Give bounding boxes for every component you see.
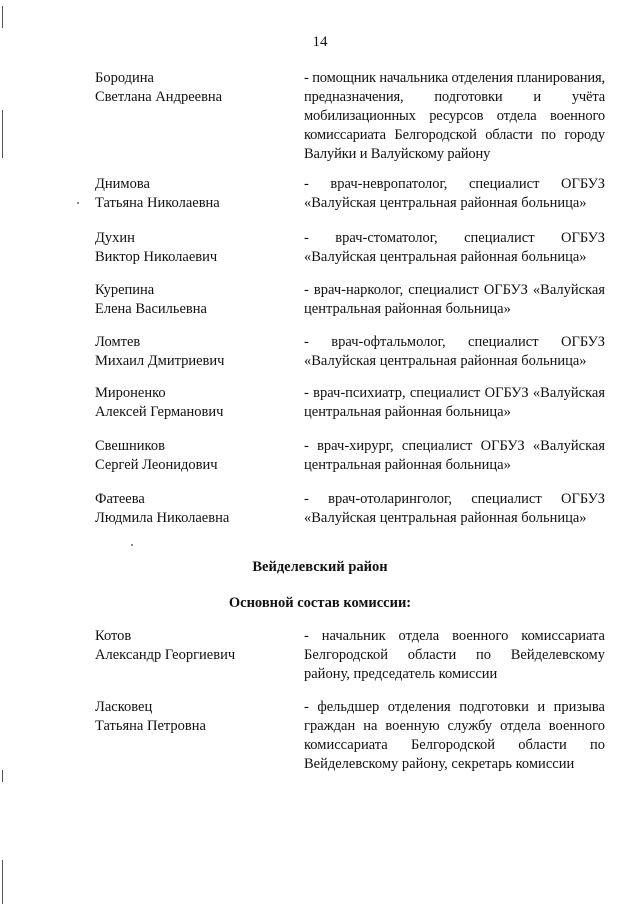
member-name (95, 490, 295, 528)
member-name (95, 333, 295, 371)
member-given-names: Алексей Германович (95, 404, 224, 420)
district-heading: Вейделевский район (252, 559, 388, 575)
member-given-names: Михаил Дмитриевич (95, 353, 225, 369)
member-name (95, 437, 295, 475)
member-given-names: Татьяна Петровна (95, 718, 206, 734)
member-role: - помощник начальника отделения планирования, предназначения, подготовки и учёта мобилизационных ресурсов отдела военного комиссариата Белгородской области по городу Валуйки и Валуйскому району (304, 70, 605, 162)
member-given-names: Сергей Леонидович (95, 457, 218, 473)
member-role: - врач-хирург, специалист ОГБУЗ «Валуйская центральная районная больница» (304, 438, 605, 473)
member-surname: Духин (95, 230, 135, 246)
member-role: - врач-офтальмолог, специалист ОГБУЗ «Валуйская центральная районная больница» (304, 334, 605, 369)
member-given-names: Елена Васильевна (95, 301, 207, 317)
member-surname: Фатеева (95, 491, 145, 507)
scan-speck (131, 544, 133, 546)
member-surname: Курепина (95, 282, 155, 298)
member-name (95, 698, 295, 736)
member-name (95, 175, 295, 213)
member-given-names: Людмила Николаевна (95, 510, 230, 526)
member-surname: Ломтев (95, 334, 141, 350)
page-number: 14 (312, 34, 328, 50)
member-surname: Котов (95, 628, 132, 644)
member-name (95, 384, 295, 422)
member-role: - врач-нарколог, специалист ОГБУЗ «Валуйская центральная районная больница» (304, 282, 605, 317)
member-surname: Днимова (95, 176, 150, 192)
member-role: - врач-стоматолог, специалист ОГБУЗ «Валуйская центральная районная больница» (304, 230, 605, 265)
scan-edge-mark (2, 110, 3, 158)
scan-edge-mark (2, 6, 3, 28)
member-role: - начальник отдела военного комиссариата Белгородской области по Вейделевскому району, председатель комиссии (304, 628, 605, 682)
scan-speck (77, 202, 79, 204)
subsection-heading: Основной состав комиссии: (228, 595, 412, 611)
scan-edge-mark (2, 770, 3, 782)
member-name (95, 229, 295, 267)
member-given-names: Виктор Николаевич (95, 249, 218, 265)
member-name (95, 69, 295, 107)
member-given-names: Светлана Андреевна (95, 89, 223, 105)
member-given-names: Татьяна Николаевна (95, 195, 220, 211)
member-role: - врач-психиатр, специалист ОГБУЗ «Валуйская центральная районная больница» (304, 385, 605, 420)
member-surname: Ласковец (95, 699, 153, 715)
member-role: - фельдшер отделения подготовки и призыва граждан на военную службу отдела военного комиссариата Белгородской области по Вейделевскому району, секретарь комиссии (304, 699, 605, 772)
member-name (95, 627, 295, 665)
member-surname: Свешников (95, 438, 165, 454)
member-role: - врач-отоларинголог, специалист ОГБУЗ «Валуйская центральная районная больница» (304, 491, 605, 526)
member-name (95, 281, 295, 319)
member-surname: Мироненко (95, 385, 166, 401)
member-given-names: Александр Георгиевич (95, 647, 236, 663)
scan-edge-mark (2, 860, 3, 904)
member-role: - врач-невропатолог, специалист ОГБУЗ «Валуйская центральная районная больница» (304, 176, 605, 211)
member-surname: Бородина (95, 70, 154, 86)
